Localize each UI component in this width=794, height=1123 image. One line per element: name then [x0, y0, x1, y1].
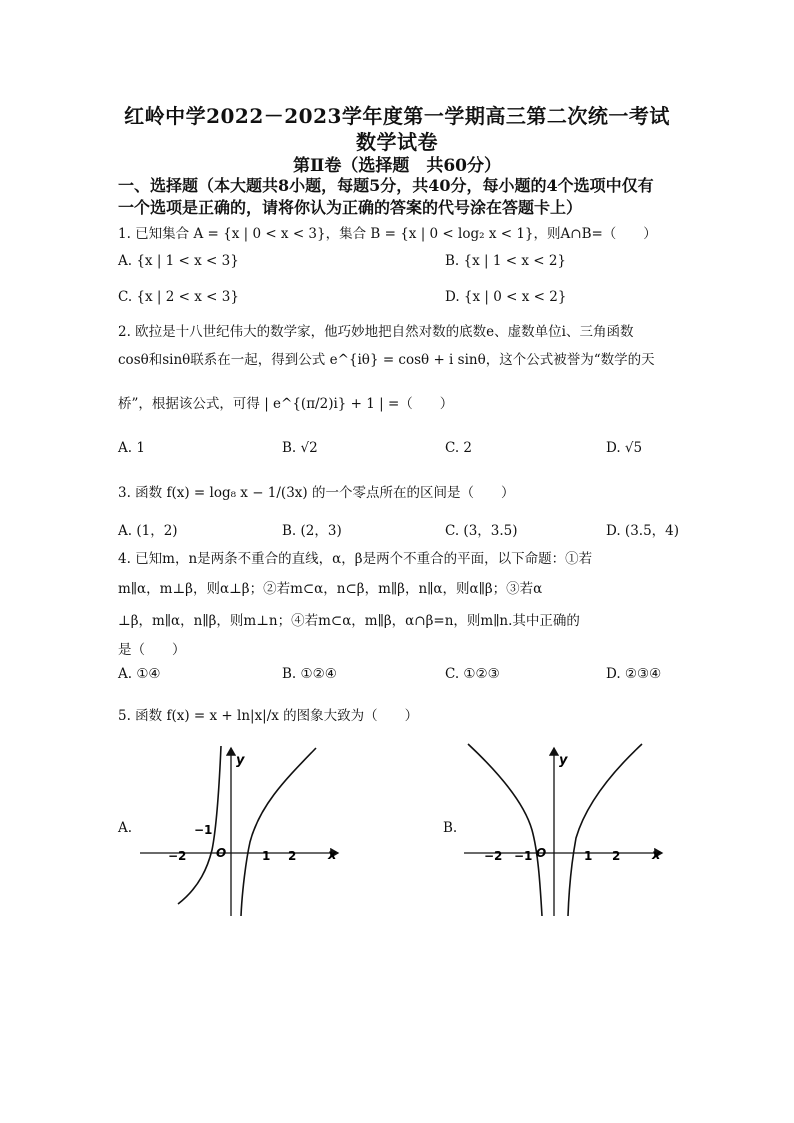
origin-label: O: [536, 846, 547, 860]
tick-label-neg2: −2: [168, 849, 187, 863]
section-line-2: 一个选项是正确的，请将你认为正确的答案的代号涂在答题卡上）: [118, 198, 583, 217]
q4-option-c: C. ①②③: [445, 666, 500, 682]
q4-line-1: 4. 已知m，n是两条不重合的直线，α，β是两个不重合的平面，以下命题：①若: [118, 551, 593, 567]
q5-option-a-label: A.: [118, 820, 133, 836]
tick-label-2: 2: [612, 849, 621, 863]
x-label: x: [328, 848, 337, 863]
q5-stem: 5. 函数 f(x) = x + ln|x|/x 的图象大致为（ ）: [118, 708, 419, 724]
origin-label: O: [216, 846, 227, 860]
tick-label-neg1: −1: [514, 849, 533, 863]
exam-subtitle: 数学试卷: [356, 130, 438, 154]
q2-line-3: 桥”，根据该公式，可得 | e^{(π/2)i} + 1 | =（ ）: [118, 396, 454, 412]
q2-option-d: D. √5: [606, 440, 643, 456]
curve-right-branch: [568, 744, 642, 916]
q2-option-c: C. 2: [445, 440, 473, 456]
q1-option-b: B. {x | 1 < x < 2}: [445, 253, 567, 269]
tick-label-2: 2: [288, 849, 297, 863]
q2-option-a: A. 1: [118, 440, 145, 456]
q1-option-d: D. {x | 0 < x < 2}: [445, 289, 567, 305]
q3-option-a: A. (1，2): [118, 523, 178, 539]
x-label: x: [652, 848, 661, 863]
y-label: y: [559, 753, 568, 768]
section-line-1: 一、选择题（本大题共8小题，每题5分，共40分，每小题的4个选项中仅有: [118, 176, 654, 195]
q5-option-b-label: B.: [443, 820, 458, 836]
q4-line-2: m∥α，m⊥β，则α⊥β；②若m⊂α，n⊂β，m∥β，n∥α，则α∥β；③若α: [118, 581, 543, 597]
q3-option-c: C. (3，3.5): [445, 523, 518, 539]
q3-option-b: B. (2，3): [282, 523, 342, 539]
q4-line-3: ⊥β，m∥α，n∥β，则m⊥n；④若m⊂α，m∥β，α∩β=n，则m∥n.其中正确的: [118, 613, 580, 629]
q1-option-c: C. {x | 2 < x < 3}: [118, 289, 239, 305]
q5-graph-b: [462, 742, 672, 917]
tick-label-1: 1: [584, 849, 593, 863]
tick-label-1: 1: [262, 849, 271, 863]
q2-line-2: cosθ和sinθ联系在一起，得到公式 e^{iθ} = cosθ + i sinθ，这个公式被誉为“数学的天: [118, 352, 655, 368]
q1-option-a: A. {x | 1 < x < 3}: [118, 253, 239, 269]
q2-line-1: 2. 欧拉是十八世纪伟大的数学家，他巧妙地把自然对数的底数e、虚数单位i、三角函数: [118, 324, 634, 340]
exam-title: 红岭中学2022－2023学年度第一学期高三第二次统一考试: [124, 104, 670, 128]
q4-option-b: B. ①②④: [282, 666, 337, 682]
curve-left-branch: [468, 744, 542, 916]
q4-option-a: A. ①④: [118, 666, 161, 682]
tick-label-neg1: −1: [194, 823, 213, 837]
curve-right-branch: [241, 748, 316, 916]
y-label: y: [236, 753, 245, 768]
q3-stem: 3. 函数 f(x) = log₈ x − 1/(3x) 的一个零点所在的区间是（ ）: [118, 485, 515, 501]
q3-option-d: D. (3.5，4): [606, 523, 680, 539]
q2-option-b: B. √2: [282, 440, 318, 456]
q4-option-d: D. ②③④: [606, 666, 662, 682]
q4-line-4: 是（ ）: [118, 642, 186, 658]
part-heading: 第Ⅱ卷（选择题 共60分）: [293, 156, 501, 176]
tick-label-neg2: −2: [484, 849, 503, 863]
q1-stem: 1. 已知集合 A = {x | 0 < x < 3}，集合 B = {x | 0 < log₂ x < 1}，则A∩B=（ ）: [118, 226, 657, 242]
q5-graph-a: [138, 742, 348, 917]
